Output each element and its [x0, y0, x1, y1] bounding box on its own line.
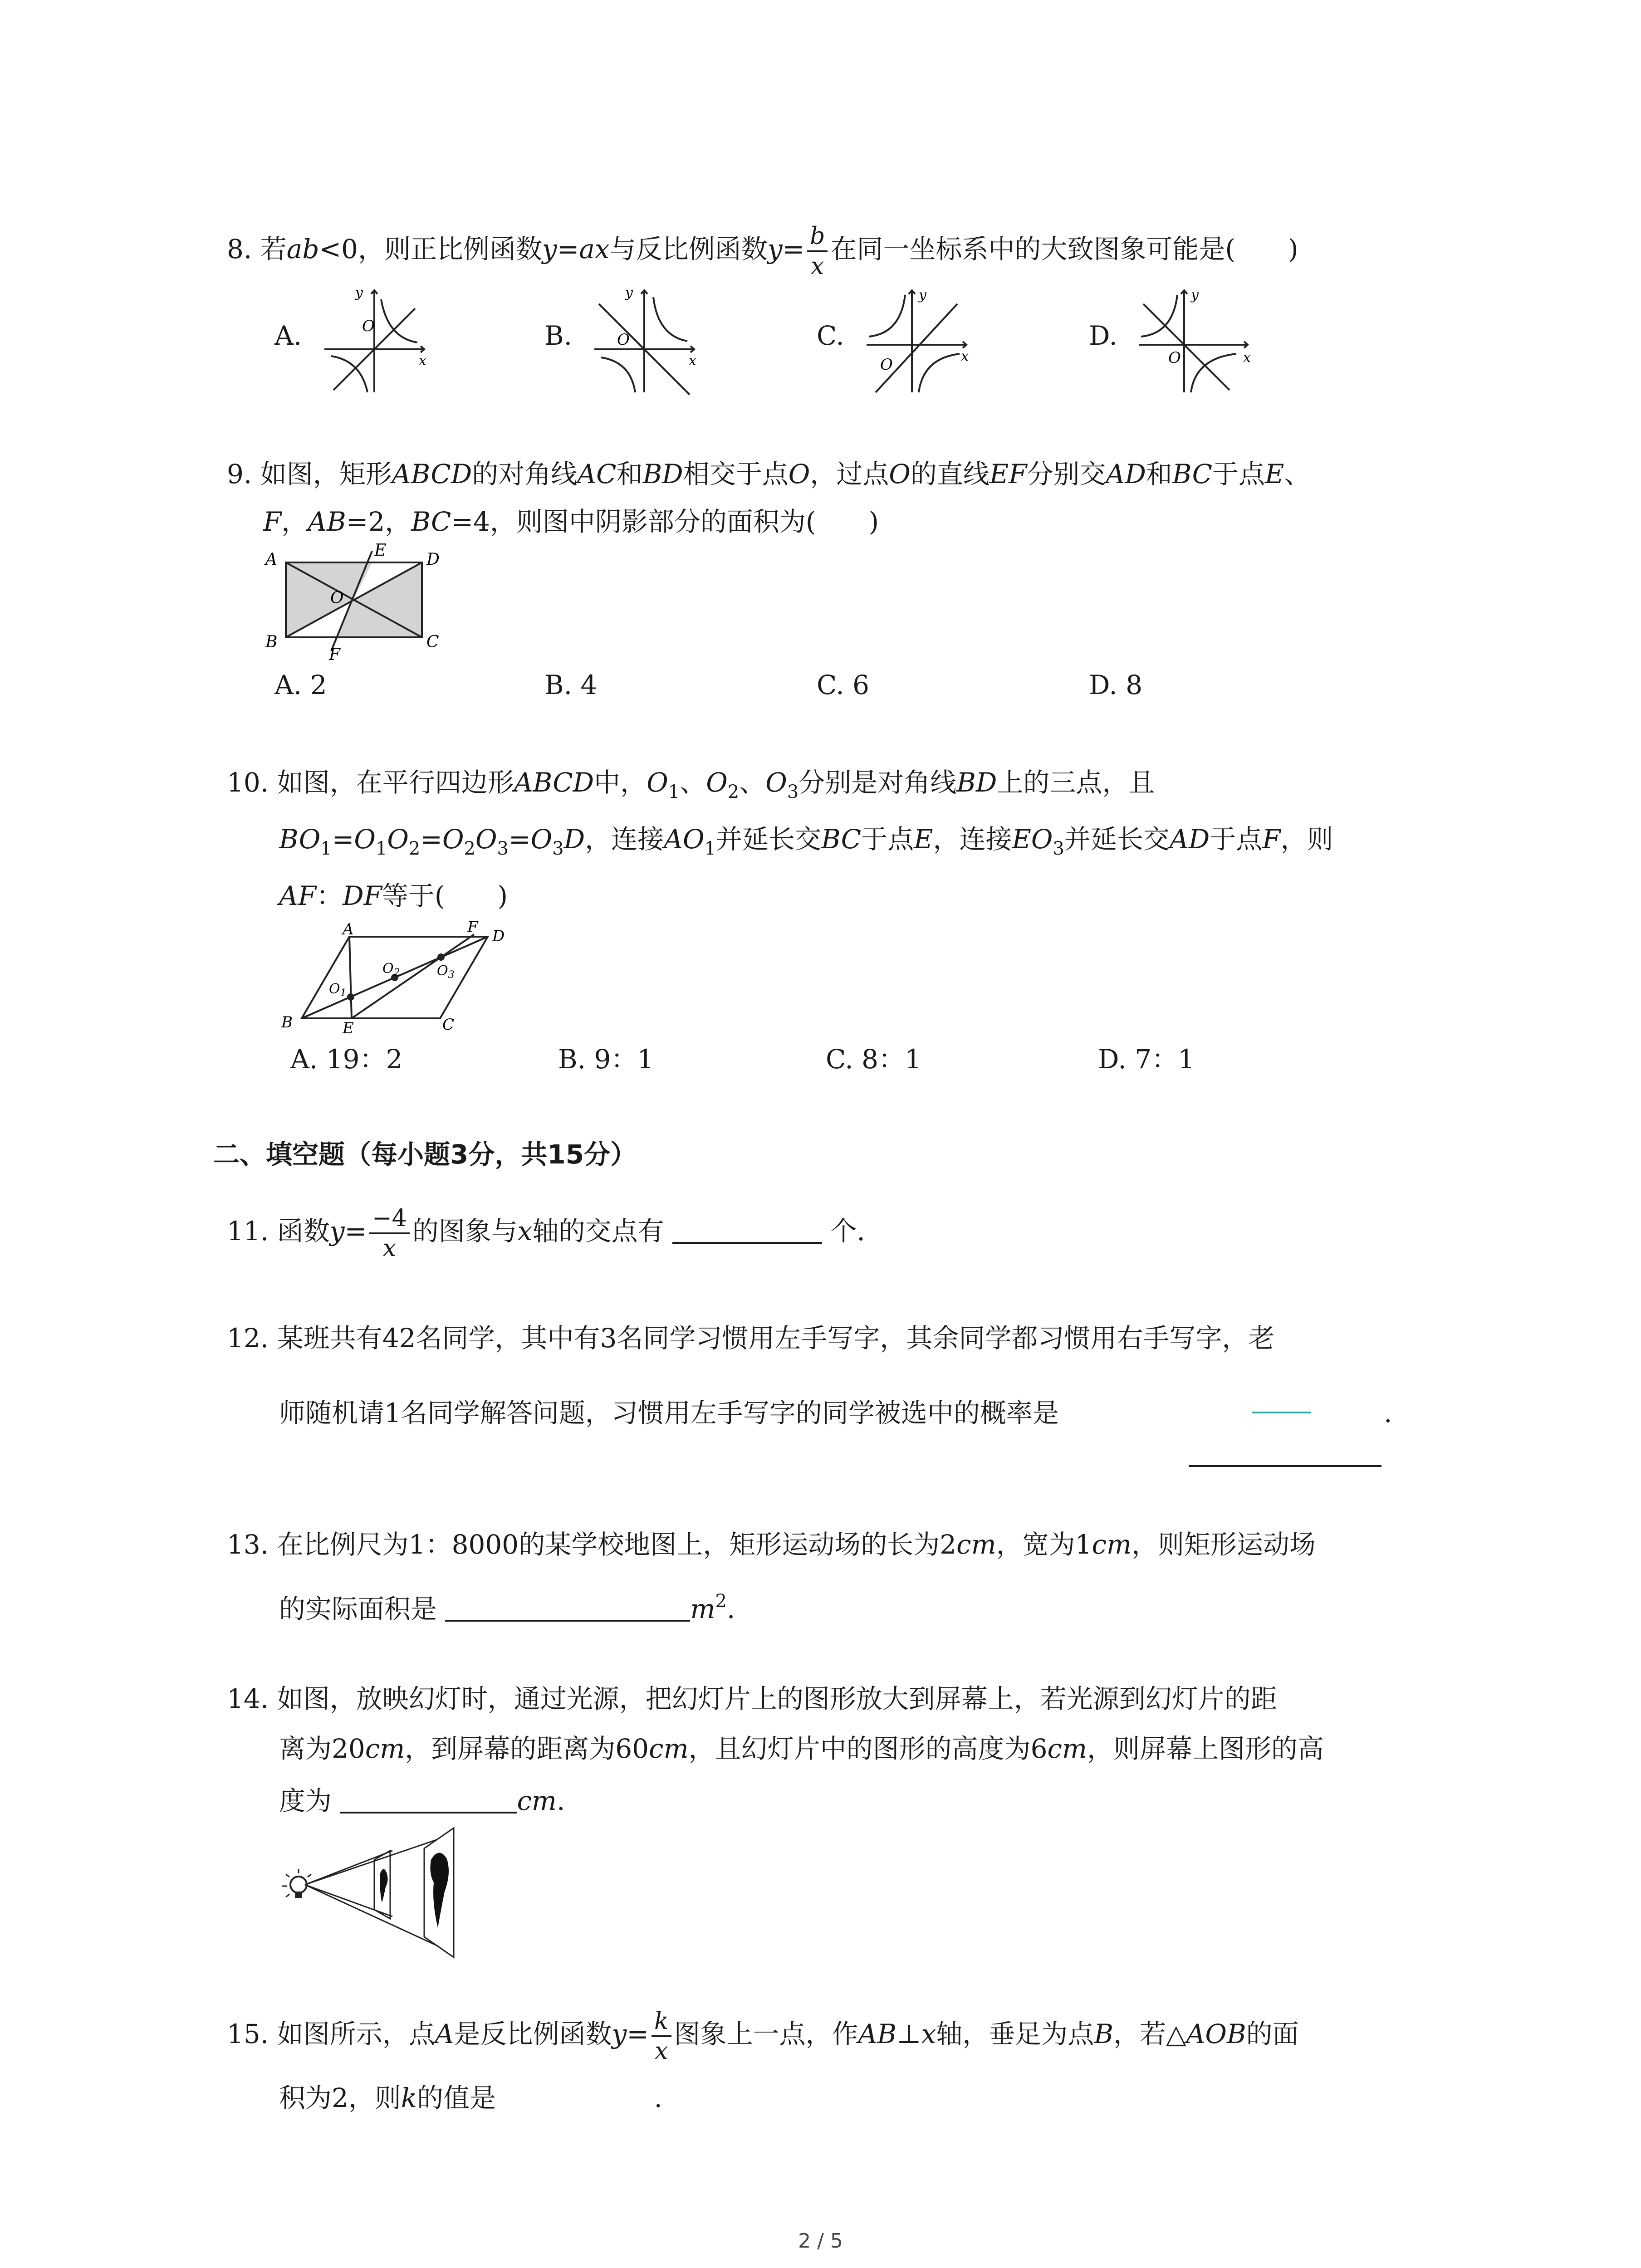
q8b-origin-label: O — [617, 331, 630, 349]
q10-option-d[interactable]: D. 7：1 — [1098, 1044, 1195, 1075]
q8c-y-label: y — [919, 287, 926, 303]
q10-label-f: F — [467, 918, 478, 936]
q8d-origin-label: O — [1168, 349, 1181, 367]
q15-stem-line2: 积为2，则k的值是 . — [279, 2082, 662, 2113]
section2-heading: 二、填空题（每小题3分，共15分） — [213, 1139, 637, 1170]
q10-option-a[interactable]: A. 19：2 — [290, 1044, 403, 1075]
q10-label-o3: $O_3$ — [437, 963, 455, 981]
q14-ray-mid-top — [305, 1851, 392, 1885]
q10-label-o2: $O_2$ — [382, 961, 400, 978]
q10-option-c[interactable]: C. 8：1 — [826, 1044, 921, 1075]
q8b-hyperbola-branch-2 — [601, 357, 635, 392]
q9-option-b[interactable]: B. 4 — [544, 670, 598, 700]
q10-label-e: E — [343, 1019, 354, 1037]
q14-screen-figure — [430, 1853, 449, 1928]
q10-label-d: D — [492, 927, 505, 945]
q8a-x-label: x — [419, 353, 426, 369]
q9-option-d[interactable]: D. 8 — [1089, 670, 1143, 700]
q9-option-c[interactable]: C. 6 — [817, 670, 870, 700]
q8-graph-d — [1134, 286, 1252, 395]
q8a-y-label: y — [355, 285, 363, 301]
q15-fraction: $\frac{k}{x}$ — [652, 2007, 671, 2065]
q12-answer-blank[interactable] — [1189, 1465, 1381, 1467]
q11-stem: 11. 函数y= $\frac{-4}{x}$ 的图象与x轴的交点有 个. — [227, 1205, 865, 1262]
q8d-hyperbola-branch-1 — [1141, 295, 1177, 337]
q10-point-o1 — [347, 993, 354, 1001]
q10-label-c: C — [442, 1016, 455, 1034]
q8b-y-label: y — [625, 285, 633, 301]
q10-stem-line1: 10. 如图，在平行四边形ABCD中，$O_1$、$O_2$、$O_3$分别是对角线BD上的三点，且 — [227, 767, 1155, 802]
q9-rectangle-figure — [263, 541, 499, 664]
q8b-hyperbola-branch-1 — [653, 297, 687, 341]
q8-graph-b — [590, 286, 699, 395]
q9-option-a[interactable]: A. 2 — [274, 670, 327, 700]
q10-stem-line2: $BO_1=O_1O_2=O_2O_3=O_3D$，连接$AO_1$并延长交BC于点E，连接$EO_3$并延长交AD于点F，则 — [279, 824, 1333, 859]
q9-label-c: C — [426, 633, 439, 651]
q11-fraction: $\frac{-4}{x}$ — [369, 1204, 410, 1262]
q8d-x-label: x — [1243, 350, 1251, 366]
page-number: 2 / 5 — [798, 2229, 843, 2253]
q10-option-b[interactable]: B. 9：1 — [558, 1044, 654, 1075]
q8-option-b-label[interactable]: B. — [544, 320, 573, 351]
q15-number: 15. — [227, 2019, 269, 2050]
q14-ray-mid-bottom — [305, 1885, 392, 1916]
q9-label-e: E — [374, 541, 387, 560]
q9-label-b: B — [265, 633, 278, 651]
q12-number: 12. — [227, 1323, 269, 1354]
q13-stem-line1: 13. 在比例尺为1：8000的某学校地图上，矩形运动场的长为2cm，宽为1cm，则矩形运动场 — [227, 1529, 1316, 1560]
q8-fraction: $\frac{b}{x}$ — [807, 222, 828, 280]
q14-ray-top — [305, 1839, 438, 1885]
q9-stem-line1: 9. 如图，矩形ABCD的对角线AC和BD相交于点O，过点O的直线EF分别交AD和BC于点E、 — [227, 459, 1311, 489]
q12-dot: . — [1384, 1398, 1392, 1428]
q14-ray-bottom — [305, 1885, 438, 1946]
q13-answer-blank[interactable] — [445, 1593, 690, 1622]
q8b-x-label: x — [689, 353, 696, 369]
q8c-hyperbola-branch-1 — [869, 295, 905, 337]
q9-label-d: D — [426, 550, 440, 569]
q9-stem-line2: F，AB=2，BC=4，则图中阴影部分的面积为( ) — [263, 506, 879, 537]
q8-option-a-label[interactable]: A. — [274, 320, 302, 351]
q10-label-o1: $O_1$ — [329, 981, 347, 999]
q8c-x-label: x — [961, 348, 969, 364]
q14-projector-figure — [272, 1823, 526, 1960]
q15-stem-line1: 15. 如图所示，点A是反比例函数y= $\frac{k}{x}$ 图象上一点，作AB⊥x轴，垂足为点B，若△AOB的面 — [227, 2008, 1299, 2065]
q8a-origin-label: O — [362, 317, 375, 335]
q10-number: 10. — [227, 767, 269, 798]
q13-number: 13. — [227, 1529, 269, 1560]
q14-stem-line1: 14. 如图，放映幻灯时，通过光源，把幻灯片上的图形放大到屏幕上，若光源到幻灯片的距 — [227, 1683, 1277, 1714]
q8d-y-label: y — [1191, 287, 1199, 303]
q8c-hyperbola-branch-2 — [919, 354, 960, 392]
q8d-line — [1143, 304, 1230, 390]
q10-line-ef — [352, 934, 474, 1018]
q9-label-o: O — [330, 589, 344, 607]
q8-graph-a — [320, 286, 429, 395]
q10-point-o3 — [437, 953, 445, 961]
q12-stem-line1: 12. 某班共有42名同学，其中有3名同学习惯用左手写字，其余同学都习惯用右手写字，老 — [227, 1323, 1275, 1354]
q8-option-d-label[interactable]: D. — [1089, 320, 1117, 351]
q10-label-b: B — [281, 1013, 293, 1031]
q8-graph-c — [862, 286, 971, 395]
q8-number: 8. — [227, 234, 252, 265]
q8c-origin-label: O — [880, 356, 893, 374]
q9-label-f: F — [329, 645, 340, 664]
q10-label-a: A — [343, 920, 354, 938]
q10-parallelogram-figure — [274, 916, 529, 1037]
q14-number: 14. — [227, 1683, 269, 1714]
q10-stem-line3: AF：DF等于( ) — [279, 880, 508, 911]
q9-label-a: A — [265, 550, 277, 569]
q14-slide-figure — [380, 1869, 388, 1903]
q9-number: 9. — [227, 459, 252, 489]
q13-stem-line2: 的实际面积是 $m^2$. — [279, 1591, 735, 1624]
q8-stem: 8. 若ab<0，则正比例函数y=ax与反比例函数y= $\frac{b}{x}$ 在同一坐标系中的大致图象可能是( ) — [227, 223, 1298, 280]
q11-number: 11. — [227, 1216, 269, 1247]
q12-answer-fraction-line — [1252, 1412, 1311, 1413]
q14-stem-line2: 离为20cm，到屏幕的距离为60cm，且幻灯片中的图形的高度为6cm，则屏幕上图形的高 — [279, 1733, 1324, 1764]
q10-line-ae — [349, 937, 352, 1018]
q14-stem-line3: 度为 cm. — [279, 1785, 565, 1816]
q11-answer-blank[interactable] — [672, 1215, 822, 1244]
q12-stem-line2: 师随机请1名同学解答问题，习惯用左手写字的同学被选中的概率是 — [279, 1398, 1059, 1428]
q8-option-c-label[interactable]: C. — [817, 320, 844, 351]
q14-answer-blank[interactable] — [340, 1784, 517, 1813]
q8c-line — [876, 304, 957, 392]
